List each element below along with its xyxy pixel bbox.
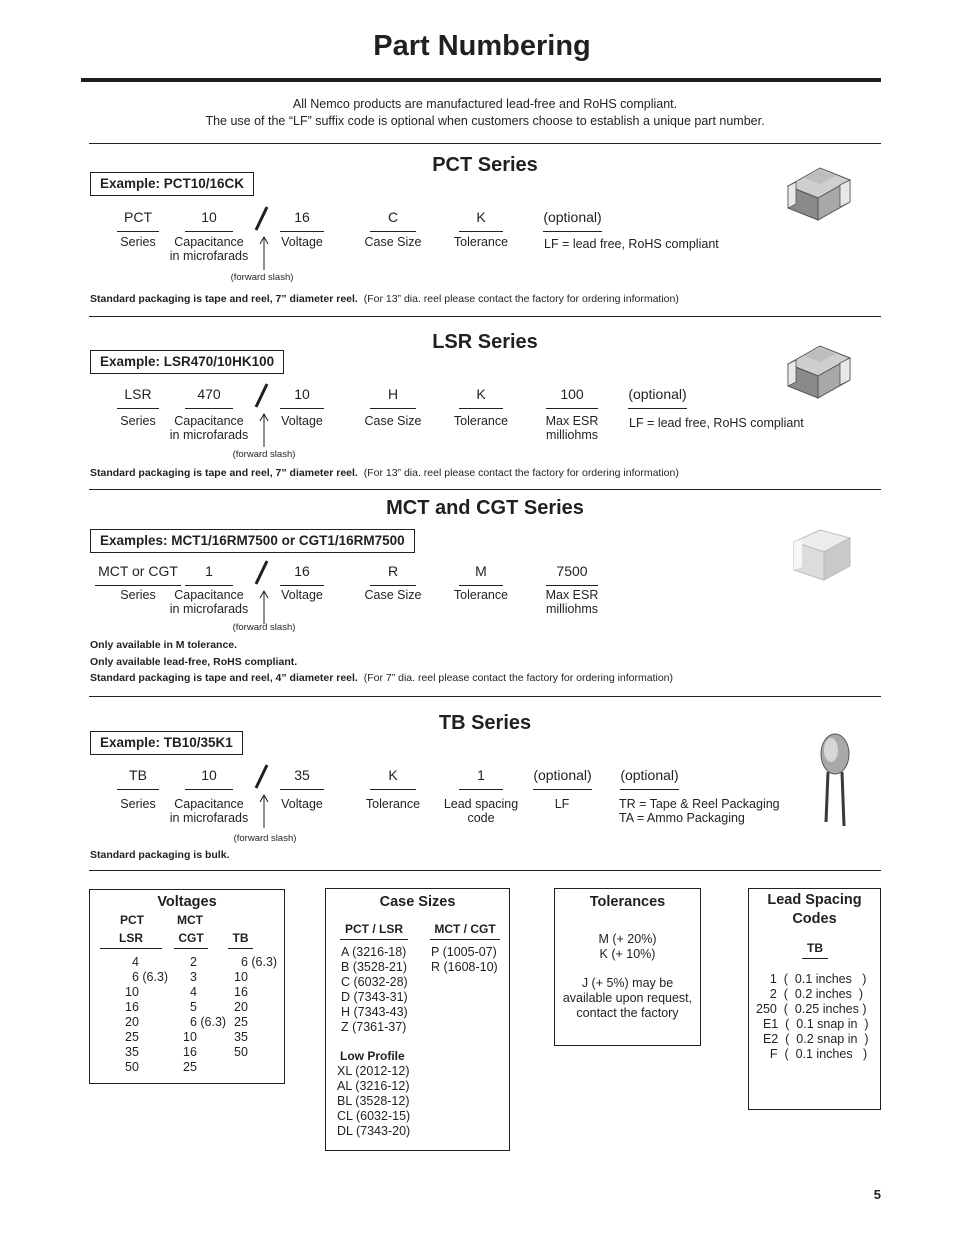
mct-label-capacitance-unit: in microfarads <box>169 602 249 616</box>
tolerances-box <box>554 888 701 1046</box>
tb-code-optional-packaging: (optional) <box>620 767 679 790</box>
lsr-label-case-size: Case Size <box>364 414 422 428</box>
mct-rohs-note: Only available lead-free, RoHS compliant. <box>90 656 298 668</box>
lsr-label-max-esr: Max ESR <box>545 414 599 428</box>
tb-label-capacitance: Capacitance <box>174 797 244 811</box>
mct-label-series: Series <box>120 588 156 602</box>
voltages-col-tb: 6 (6.3) 10 16 20 25 35 50 <box>234 955 278 1059</box>
page-title: Part Numbering <box>373 30 591 62</box>
lead-spacing-title: Lead Spacing Codes <box>767 892 862 927</box>
tb-label-lead-spacing-code: code <box>467 811 495 825</box>
case-sizes-low-profile-list: XL (2012-12) AL (3216-12) BL (3528-12) CL (6032-15) DL (7343-20) <box>337 1064 411 1138</box>
voltages-title: Voltages <box>157 894 217 910</box>
voltages-header-lsr: LSR <box>100 931 162 949</box>
mct-code-max-esr: 7500 <box>546 563 598 586</box>
intro-line-1: All Nemco products are manufactured lead-free and RoHS compliant. <box>292 97 678 111</box>
title-rule <box>81 78 881 82</box>
page-number: 5 <box>873 1187 881 1202</box>
tolerances-j: J (+ 5%) may be available upon request, contact the factory <box>562 976 693 1020</box>
lsr-label-tolerance: Tolerance <box>453 414 509 428</box>
pct-series-title: PCT Series <box>432 154 538 176</box>
pct-label-tolerance: Tolerance <box>453 235 509 249</box>
divider <box>89 489 881 490</box>
tolerances-m: M (+ 20%) <box>598 932 657 946</box>
mct-code-voltage: 16 <box>280 563 324 586</box>
pct-label-capacitance-unit: in microfarads <box>169 249 249 263</box>
tb-radial-capacitor-image <box>816 732 856 828</box>
case-sizes-title: Case Sizes <box>379 894 456 910</box>
lsr-label-capacitance: Capacitance <box>174 414 244 428</box>
pct-label-voltage: Voltage <box>281 235 323 249</box>
tb-code-voltage: 35 <box>280 767 324 790</box>
pct-label-capacitance: Capacitance <box>174 235 244 249</box>
mct-label-max-esr-unit: milliohms <box>545 602 599 616</box>
lsr-code-series: LSR <box>117 386 159 409</box>
mct-chip-capacitor-image <box>790 524 854 584</box>
lead-spacing-box <box>748 888 881 1110</box>
case-sizes-col-mct-cgt: P (1005-07) R (1608-10) <box>431 945 498 974</box>
pct-label-case-size: Case Size <box>364 235 422 249</box>
mct-label-max-esr: Max ESR <box>545 588 599 602</box>
lead-spacing-rows: 1 ( 0.1 inches ) 2 ( 0.2 inches ) 250 ( 0.25 inches ) E1 ( 0.1 snap in ) E2 ( 0.2 snap in ) F ( 0.1 inches ) <box>756 972 869 1061</box>
voltages-header-pct: PCT <box>120 913 144 927</box>
lsr-code-optional: (optional) <box>628 386 687 409</box>
voltages-col-mct-cgt: 2 3 4 5 6 (6.3) 10 16 25 <box>183 955 227 1074</box>
mct-example: Examples: MCT1/16RM7500 or CGT1/16RM7500 <box>90 529 415 553</box>
mct-series-title: MCT and CGT Series <box>386 497 584 519</box>
tolerances-k: K (+ 10%) <box>599 947 656 961</box>
mct-label-tolerance: Tolerance <box>453 588 509 602</box>
pct-code-series: PCT <box>117 209 159 232</box>
lsr-chip-capacitor-image <box>780 342 852 400</box>
divider <box>89 870 881 871</box>
tb-label-tolerance: Tolerance <box>365 797 421 811</box>
pct-slash-note: (forward slash) <box>230 272 294 283</box>
tb-label-lead-spacing: Lead spacing <box>443 797 519 811</box>
tb-packaging-note: Standard packaging is bulk. <box>90 849 230 861</box>
case-sizes-header-mct-cgt: MCT / CGT <box>430 922 500 940</box>
lsr-code-case-size: H <box>370 386 416 409</box>
mct-slash-note: (forward slash) <box>232 622 296 633</box>
tb-slash-note: (forward slash) <box>233 833 297 844</box>
mct-tolerance-note: Only available in M tolerance. <box>90 639 238 651</box>
mct-code-series: MCT or CGT <box>95 563 181 586</box>
voltages-box <box>89 889 285 1084</box>
lead-spacing-header-tb: TB <box>802 941 828 959</box>
lsr-code-tolerance: K <box>459 386 503 409</box>
tb-label-tape-reel: TR = Tape & Reel Packaging <box>619 797 780 811</box>
pct-label-lf: LF = lead free, RoHS compliant <box>544 237 719 251</box>
tb-code-lead-spacing: 1 <box>459 767 503 790</box>
pct-example: Example: PCT10/16CK <box>90 172 254 196</box>
lsr-label-capacitance-unit: in microfarads <box>169 428 249 442</box>
divider <box>89 696 881 697</box>
lsr-code-max-esr: 100 <box>546 386 598 409</box>
tb-label-series: Series <box>120 797 156 811</box>
tb-code-tolerance: K <box>370 767 416 790</box>
pct-code-optional: (optional) <box>543 209 602 232</box>
lsr-slash-note: (forward slash) <box>232 449 296 460</box>
lsr-label-lf: LF = lead free, RoHS compliant <box>629 416 804 430</box>
mct-label-case-size: Case Size <box>364 588 422 602</box>
divider <box>89 143 881 144</box>
tb-example: Example: TB10/35K1 <box>90 731 243 755</box>
mct-label-capacitance: Capacitance <box>174 588 244 602</box>
tb-label-lf: LF <box>554 797 570 811</box>
lsr-label-voltage: Voltage <box>281 414 323 428</box>
pct-code-voltage: 16 <box>280 209 324 232</box>
pct-code-case-size: C <box>370 209 416 232</box>
case-sizes-col-pct-lsr: A (3216-18) B (3528-21) C (6032-28) D (7343-31) H (7343-43) Z (7361-37) <box>341 945 408 1034</box>
case-sizes-box <box>325 888 510 1151</box>
tolerances-title: Tolerances <box>589 894 666 910</box>
voltages-header-cgt: CGT <box>174 931 208 949</box>
pct-code-capacitance: 10 <box>185 209 233 232</box>
mct-label-voltage: Voltage <box>281 588 323 602</box>
lsr-label-series: Series <box>120 414 156 428</box>
tb-label-voltage: Voltage <box>281 797 323 811</box>
tb-label-ammo: TA = Ammo Packaging <box>619 811 745 825</box>
pct-packaging-note: Standard packaging is tape and reel, 7” diameter reel. (For 13” dia. reel please contact the factory for ordering information) <box>90 293 679 305</box>
case-sizes-header-pct-lsr: PCT / LSR <box>340 922 408 940</box>
divider <box>89 316 881 317</box>
tb-code-series: TB <box>117 767 159 790</box>
mct-code-tolerance: M <box>459 563 503 586</box>
pct-code-tolerance: K <box>459 209 503 232</box>
tb-code-optional-lf: (optional) <box>533 767 592 790</box>
lsr-packaging-note: Standard packaging is tape and reel, 7” diameter reel. (For 13” dia. reel please contact the factory for ordering information) <box>90 467 679 479</box>
voltages-header-tb: TB <box>228 931 253 949</box>
lsr-code-voltage: 10 <box>280 386 324 409</box>
mct-code-capacitance: 1 <box>185 563 233 586</box>
tb-code-capacitance: 10 <box>185 767 233 790</box>
lsr-series-title: LSR Series <box>432 331 538 353</box>
voltages-header-mct: MCT <box>177 913 203 927</box>
mct-code-case-size: R <box>370 563 416 586</box>
pct-label-series: Series <box>120 235 156 249</box>
intro-line-2: The use of the “LF” suffix code is optional when customers choose to establish a unique part number. <box>205 114 765 128</box>
tb-label-capacitance-unit: in microfarads <box>169 811 249 825</box>
lsr-code-capacitance: 470 <box>185 386 233 409</box>
lsr-label-max-esr-unit: milliohms <box>545 428 599 442</box>
case-sizes-low-profile-title: Low Profile <box>340 1049 405 1063</box>
mct-packaging-note: Standard packaging is tape and reel, 4” diameter reel. (For 7” dia. reel please contact the factory for ordering information) <box>90 672 674 684</box>
lsr-example: Example: LSR470/10HK100 <box>90 350 284 374</box>
voltages-col-pct-lsr: 4 6 (6.3) 10 16 20 25 35 50 <box>125 955 169 1074</box>
pct-chip-capacitor-image <box>780 164 852 222</box>
tb-series-title: TB Series <box>438 712 532 734</box>
